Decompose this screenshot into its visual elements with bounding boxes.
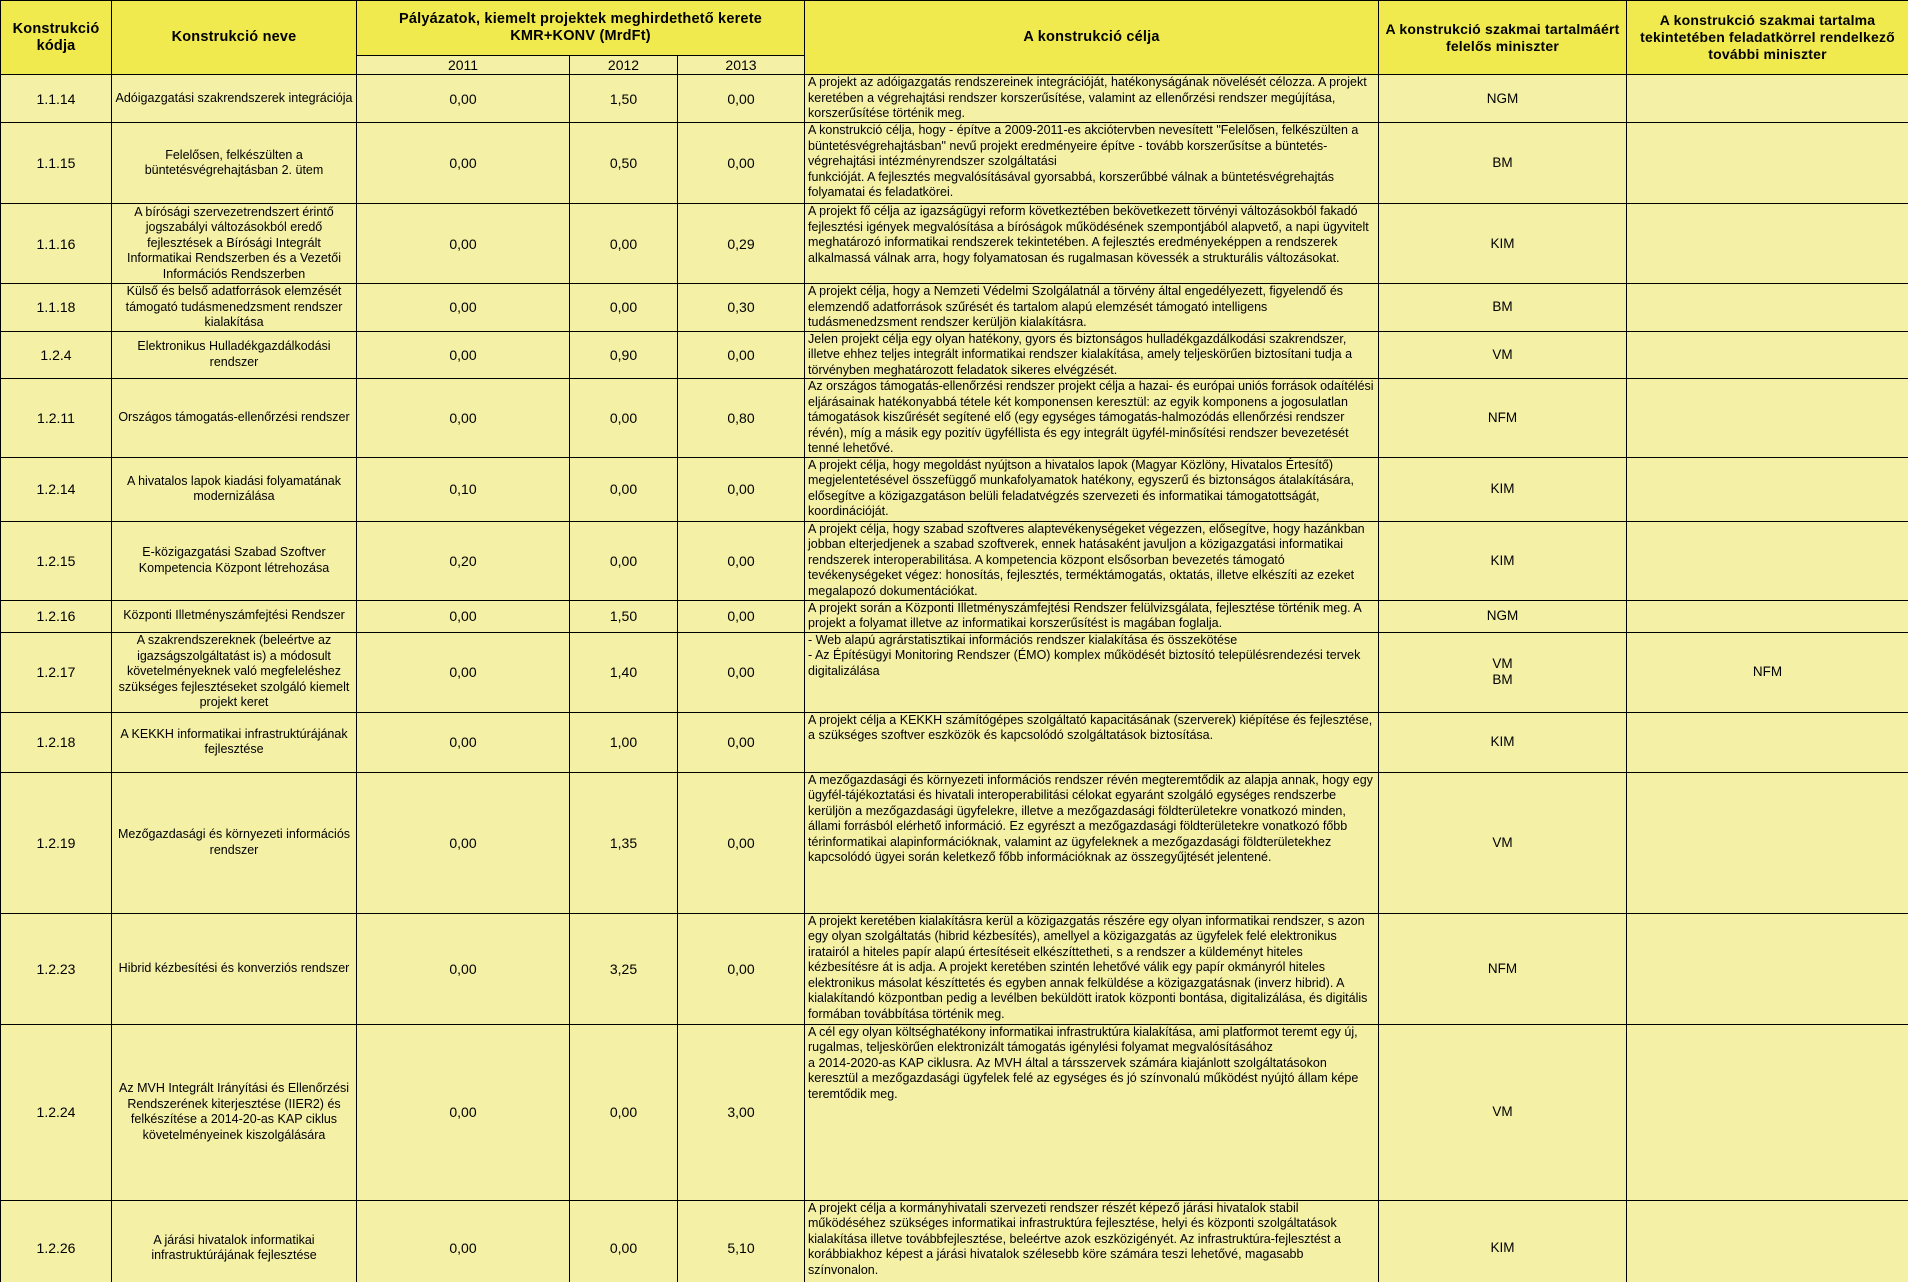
construction-goal-cell-text: A projekt az adóigazgatás rendszereinek integrációját, hatékonyságának növelését célozza. A projekt keretében a végrehajtási rendszer korszerűsítése, valamint az ellenőrzési rendszer megújítása, korszerűsítése történik meg. [808,75,1367,120]
construction-code-cell [1,1024,112,1200]
construction-code-cell [1,712,112,772]
construction-code-cell [1,457,112,521]
construction-goal-cell [805,379,1379,458]
budget-2013-cell-text: 0,00 [727,346,755,363]
budget-2013-cell-text: 0,30 [727,299,755,316]
budget-2012-cell [570,772,678,913]
responsible-minister-cell [1379,521,1627,600]
construction-goal-cell [805,331,1379,379]
construction-name-cell [112,712,357,772]
budget-2011-cell-text: 0,10 [449,481,477,497]
budget-2012-cell-text: 0,00 [609,1240,638,1256]
budget-2012-cell-text: 3,25 [609,960,638,977]
construction-code-cell [1,772,112,913]
header-year-2012: 2012 [570,56,678,75]
construction-name-cell-text: Központi Illetményszámfejtési Rendszer [123,608,345,623]
budget-2011-cell-text: 0,00 [449,90,477,107]
construction-name-cell [112,521,357,600]
budget-2011-cell [357,772,570,913]
construction-code-cell-text: 1.1.15 [36,155,76,171]
budget-2013-cell [678,913,805,1024]
budget-2011-cell [357,379,570,458]
other-minister-cell [1627,712,1908,772]
budget-2013-cell [678,521,805,600]
header-year-2011: 2011 [357,56,570,75]
budget-2012-cell [570,913,678,1024]
budget-2011-cell-text: 0,00 [449,664,477,680]
budget-2011-cell-text: 0,00 [449,608,477,624]
budget-2012-cell [570,75,678,123]
budget-2012-cell [570,284,678,332]
header-responsible-minister: A konstrukció szakmai tartalmáért felelős miniszter [1379,1,1627,75]
budget-2011-cell [357,1024,570,1200]
budget-2013-cell-text: 0,00 [727,481,755,497]
responsible-minister-cell-text: VM [1492,1104,1513,1119]
construction-name-cell-text: Országos támogatás-ellenőrzési rendszer [118,410,350,424]
construction-code-cell-text: 1.2.18 [36,734,76,750]
other-minister-cell [1627,75,1908,123]
other-minister-cell [1627,284,1908,332]
responsible-minister-cell-text: KIM [1490,235,1515,251]
table-row [1,457,1908,521]
responsible-minister-cell [1379,457,1627,521]
budget-2013-cell [678,204,805,284]
construction-name-cell-text: A bírósági szervezetrendszert érintő jogszabályi változásokból eredő fejlesztések a Bírósági Integrált Informatikai Rendszerben és a Vezetői Információs Rendszerben [126,204,341,281]
construction-goal-cell-text: A projekt célja a KEKKH számítógépes szolgáltató kapacitásának (szerverek) kiépítése és fejlesztése, a szükséges szoftver eszközök és kapcsolódó szolgáltatások biztosítása. [808,712,1373,742]
construction-name-cell-text: A KEKKH informatikai infrastruktúrájának fejlesztése [120,726,348,756]
table-row [1,331,1908,379]
other-minister-cell [1627,123,1908,204]
table-row [1,521,1908,600]
budget-2011-cell-text: 0,20 [449,552,477,569]
table-row [1,123,1908,204]
responsible-minister-cell [1379,712,1627,772]
header-goal: A konstrukció célja [805,1,1379,75]
responsible-minister-cell [1379,1024,1627,1200]
other-minister-cell [1627,632,1908,712]
table-row [1,75,1908,123]
budget-2013-cell [678,457,805,521]
budget-2012-cell [570,600,678,632]
budget-2013-cell [678,379,805,458]
budget-2011-cell-text: 0,00 [449,299,477,316]
budget-2012-cell [570,521,678,600]
budget-2011-cell [357,600,570,632]
budget-2012-cell-text: 0,00 [609,235,638,252]
construction-code-cell-text: 1.2.17 [36,664,76,680]
construction-name-cell-text: A járási hivatalok informatikai infrastruktúrájának fejlesztése [151,1232,317,1262]
construction-name-cell [112,1024,357,1200]
construction-code-cell-text: 1.2.24 [36,1104,76,1120]
budget-2011-cell-text: 0,00 [449,734,477,750]
construction-name-cell [112,632,357,712]
header-other-minister: A konstrukció szakmai tartalma tekintetében feladatkörrel rendelkező további miniszter [1627,1,1908,75]
budget-2013-cell [678,712,805,772]
table-row [1,913,1908,1024]
budget-2013-cell-text: 0,00 [727,960,755,977]
construction-goal-cell-text: A projekt célja, hogy a Nemzeti Védelmi Szolgálatnál a törvény által engedélyezett, figyelendő és elemzendő adatforrások szűrését és tartalom alapú elemzését támogató intelligens tudásmenedzsment rendszer kerüljön kialakításra. [808,284,1344,329]
responsible-minister-cell [1379,123,1627,204]
budget-2013-cell-text: 0,00 [727,90,755,107]
table-row [1,1024,1908,1200]
construction-code-cell-text: 1.2.23 [36,960,76,977]
budget-2013-cell [678,123,805,204]
budget-2011-cell [357,457,570,521]
budget-2011-cell [357,1200,570,1282]
construction-code-cell [1,1200,112,1282]
construction-name-cell [112,772,357,913]
responsible-minister-cell-text: NFM [1487,960,1518,976]
budget-2013-cell [678,284,805,332]
responsible-minister-cell-text: KIM [1490,1240,1515,1255]
construction-goal-cell [805,1200,1379,1282]
budget-2013-cell-text: 0,00 [727,734,755,750]
responsible-minister-cell [1379,331,1627,379]
table-row [1,379,1908,458]
budget-2011-cell [357,521,570,600]
construction-goal-cell [805,204,1379,284]
responsible-minister-cell-text: KIM [1490,481,1515,496]
budget-2012-cell [570,331,678,379]
budget-2012-cell-text: 0,00 [609,481,638,497]
budget-2012-cell [570,457,678,521]
construction-code-cell [1,75,112,123]
responsible-minister-cell-text: VM BM [1492,656,1513,687]
header-code: Konstrukció kódja [1,1,112,75]
budget-2012-cell-text: 0,00 [609,1104,638,1120]
budget-2013-cell-text: 0,00 [727,608,755,624]
budget-2012-cell-text: 0,00 [609,299,638,316]
budget-2011-cell [357,204,570,284]
budget-2011-cell [357,123,570,204]
budget-2013-cell-text: 0,80 [727,409,755,426]
construction-code-cell-text: 1.1.16 [36,235,76,252]
construction-name-cell [112,913,357,1024]
construction-code-cell [1,632,112,712]
construction-goal-cell [805,632,1379,712]
construction-name-cell-text: A szakrendszereknek (beleértve az igazságszolgáltatást is) a módosult követelményeknek való megfeleléshez szükséges fejlesztéseket szolgáló kiemelt projekt keret [118,633,350,710]
table-row [1,712,1908,772]
construction-code-cell [1,204,112,284]
header-year-2013: 2013 [678,56,805,75]
construction-name-cell-text: A hivatalos lapok kiadási folyamatának modernizálása [126,473,341,503]
responsible-minister-cell-text: BM [1492,299,1513,315]
budget-2012-cell [570,379,678,458]
budget-2011-cell [357,284,570,332]
construction-code-cell-text: 1.2.26 [36,1240,76,1256]
table-row [1,284,1908,332]
responsible-minister-cell [1379,204,1627,284]
construction-goal-cell-text: A konstrukció célja, hogy - építve a 2009-2011-es akciótervben nevesített "Felelősen, felkészülten a büntetésvégrehajtásban" nevű projekt eredményeire építve - tovább korszerűsítse a büntetés-végrehajtási intézményrendszer szolgáltatási funkcióját. A fejlesztés megvalósításával gyorsabbá, korszerűbbé válnak a büntetésvégrehajtás folyamatai és feladatkörei. [808,123,1359,199]
header-name: Konstrukció neve [112,1,357,75]
responsible-minister-cell [1379,632,1627,712]
responsible-minister-cell-text: NGM [1486,608,1519,623]
responsible-minister-cell [1379,75,1627,123]
budget-2012-cell-text: 1,50 [609,608,638,624]
construction-name-cell-text: Hibrid kézbesítési és konverziós rendszer [118,960,350,975]
construction-name-cell [112,284,357,332]
construction-code-cell-text: 1.1.18 [36,299,76,316]
budget-2011-cell-text: 0,00 [449,1104,477,1120]
construction-code-cell-text: 1.1.14 [36,90,76,107]
budget-2013-cell [678,632,805,712]
construction-goal-cell-text: A projekt célja, hogy szabad szoftveres alaptevékenységeket végezzen, elősegítve, hogy hazánkban jobban elterjedjenek a szabad szoftverek, ennek hatásaként javuljon a közigazgatási informatikai rendszerek interoperabilitása. A kompetencia központ elsősorban bevezetés támogató tevékenységeket végez: honosítás, fejlesztés, terméktámogatás, oktatás, illetve elkészíti az ezeket megalapozó dokumentációkat. [808,521,1365,598]
construction-name-cell [112,75,357,123]
construction-goal-cell-text: A mezőgazdasági és környezeti információs rendszer révén megteremtődik az alapja annak, hogy egy ügyfél-tájékoztatási és hivatali interoperabilitási célokat egyaránt szolgáló egységes rendszerbe kerüljön a mezőgazdasági ügyfelekre, illetve a mezőgazdasági földterületekre vonatkozó minden, állami forrásból elérhető információ. Ez egyrészt a mezőgazdasági földterületekre vonatkozó főbb térinformatikai alapinformációknak, valamint az ügyfeleknek a mezőgazdasági földterületekhez kapcsolódó ügyei során keletkező főbb információknak az összegyűjtését jelentené. [808,772,1373,864]
budget-2011-cell-text: 0,00 [449,346,477,363]
other-minister-cell [1627,379,1908,458]
table-row [1,1200,1908,1282]
construction-goal-cell [805,284,1379,332]
construction-code-cell [1,284,112,332]
construction-code-cell [1,331,112,379]
construction-name-cell [112,331,357,379]
table-row [1,632,1908,712]
construction-code-cell-text: 1.2.16 [36,608,76,624]
responsible-minister-cell [1379,772,1627,913]
budget-2012-cell-text: 1,50 [609,90,638,107]
budget-2013-cell [678,75,805,123]
budget-2011-cell-text: 0,00 [449,409,477,426]
construction-name-cell [112,457,357,521]
responsible-minister-cell [1379,1200,1627,1282]
construction-goal-cell-text: A projekt célja, hogy megoldást nyújtson a hivatalos lapok (Magyar Közlöny, Hivatalos Értesítő) megjelentetésével összefüggő munkafolyamatok hatékony, egyszerű és biztonságos átalakítására, elősegítve a közigazgatáson belüli feladatvégzés szervezeti és informatikai támogatottságát, koordinációját. [808,457,1354,518]
budget-2013-cell-text: 3,00 [727,1104,755,1120]
responsible-minister-cell-text: KIM [1490,734,1515,749]
construction-code-cell [1,379,112,458]
construction-goal-cell [805,123,1379,204]
other-minister-cell [1627,331,1908,379]
budget-2012-cell-text: 0,90 [609,346,638,363]
table-row [1,600,1908,632]
responsible-minister-cell-text: VM [1492,834,1513,850]
construction-code-cell-text: 1.2.4 [40,346,72,363]
budget-2012-cell-text: 0,00 [609,409,638,426]
budget-2012-cell [570,123,678,204]
construction-goal-cell [805,913,1379,1024]
budget-2011-cell [357,913,570,1024]
other-minister-cell [1627,1024,1908,1200]
construction-name-cell [112,1200,357,1282]
budget-2012-cell-text: 0,00 [609,552,638,569]
construction-goal-cell [805,75,1379,123]
budget-2013-cell [678,331,805,379]
construction-goal-cell-text: A projekt keretében kialakításra kerül a közigazgatás részére egy olyan informatikai rendszer, s azon egy olyan szolgáltatás (hibrid kézbesítés), amellyel a közigazgatás az ügyfelek felé elektronikus iratairól a hiteles papír alapú értesítéseit elkészíttetheti, s a rendszer a küldeményt hiteles kézbesítésre át is adja. A projekt keretében szintén lehetővé válik egy papír okmányról hiteles elektronikus másolat készíttetés és egyben annak felküldése a közigazgatásnak (inverz hibrid). A kialakítandó központban pedig a levélben beküldött iratok központi bontása, digitalizálása, és digitális formában továbbítása történik meg. [808,913,1368,1021]
construction-code-cell [1,521,112,600]
budget-2011-cell-text: 0,00 [449,235,477,252]
construction-code-cell [1,600,112,632]
budget-2013-cell-text: 0,00 [727,552,755,569]
construction-code-cell-text: 1.2.14 [36,481,76,497]
other-minister-cell [1627,772,1908,913]
construction-code-cell [1,913,112,1024]
budget-2012-cell-text: 1,40 [609,664,638,680]
construction-name-cell [112,123,357,204]
construction-name-cell-text: Felelősen, felkészülten a büntetésvégrehajtásban 2. ütem [144,147,324,177]
header-budget: Pályázatok, kiemelt projektek meghirdethető kerete KMR+KONV (MrdFt) [357,1,805,56]
other-minister-cell [1627,204,1908,284]
responsible-minister-cell [1379,913,1627,1024]
budget-2012-cell-text: 1,00 [609,734,638,750]
construction-code-cell-text: 1.2.11 [37,409,75,426]
budget-2013-cell [678,1200,805,1282]
construction-goal-cell-text: - Web alapú agrárstatisztikai információs rendszer kialakítása és összekötése - Az Építésügyi Monitoring Rendszer (ÉMO) komplex működését biztosító településrendezési tervek digitalizálása [808,632,1361,678]
table-row [1,772,1908,913]
budget-2011-cell [357,712,570,772]
responsible-minister-cell-text: NGM [1486,90,1519,106]
budget-2012-cell [570,204,678,284]
budget-2011-cell-text: 0,00 [449,960,477,977]
construction-goal-cell-text: A projekt során a Központi Illetményszámfejtési Rendszer felülvizsgálata, fejlesztése történik meg. A projekt a folyamat illetve az informatikai korszerűsítést is magában foglalja. [808,600,1362,630]
other-minister-cell [1627,521,1908,600]
table-body [1,75,1908,1282]
construction-name-cell-text: Mezőgazdasági és környezeti információs rendszer [117,827,351,857]
budget-2011-cell [357,75,570,123]
construction-name-cell-text: Elektronikus Hulladékgazdálkodási rendszer [137,339,331,369]
responsible-minister-cell-text: VM [1492,346,1513,362]
budget-2012-cell [570,712,678,772]
budget-2012-cell [570,1024,678,1200]
budget-2011-cell-text: 0,00 [449,834,477,851]
budget-2012-cell [570,632,678,712]
construction-goal-cell-text: A cél egy olyan költséghatékony informatikai infrastruktúra kialakítása, ami platformot teremt egy új, rugalmas, teljeskörűen elektronizált támogatás igénylési folyamat megvalósításához a 2014-2020-as KAP ciklusra. Az MVH által a társszervek számára kiajánlott szolgáltatásokon keresztül a mezőgazdasági ügyfelek felé az egységes és jó színvonalú működést nyújtó állam képe teremtődik meg. [808,1024,1359,1101]
other-minister-cell [1627,600,1908,632]
budget-2011-cell-text: 0,00 [449,155,477,171]
other-minister-cell [1627,457,1908,521]
construction-name-cell-text: Adóigazgatási szakrendszerek integrációja [115,90,353,105]
budget-2013-cell-text: 5,10 [727,1240,755,1256]
responsible-minister-cell [1379,284,1627,332]
budget-2012-cell-text: 0,50 [609,155,638,171]
construction-goal-cell-text: Az országos támogatás-ellenőrzési rendszer projekt célja a hazai- és európai uniós források odaítélési eljárásainak hatékonyabbá tétele két komponensen keresztül: az egyik komponens a jogosulatlan támogatások kiszűrését segítené elő (egy egységes támogatás-halmozódás ellenőrzési rendszer révén), míg a másik egy pozitív ügyféllista és egy integrált ügyfél-minősítési rendszer bevezetését tenné lehetővé. [808,379,1374,455]
budget-2011-cell [357,632,570,712]
construction-code-cell-text: 1.2.15 [36,552,76,569]
responsible-minister-cell-text: NFM [1487,409,1518,425]
budget-2013-cell-text: 0,00 [727,664,755,680]
construction-name-cell-text: Az MVH Integrált Irányítási és Ellenőrzési Rendszerének kiterjesztése (IIER2) és felkészítése a 2014-20-as KAP ciklus követelményeinek kiszolgálására [119,1081,349,1142]
construction-goal-cell-text: Jelen projekt célja egy olyan hatékony, gyors és biztonságos hulladékgazdálkodási szakrendszer, illetve ehhez teljes integrált informatikai rendszer kialakítása, amely teljeskörűen biztosítani tudja a törvényben meghatározott feladatok sikeres elvégzését. [808,331,1353,377]
budget-2013-cell-text: 0,00 [727,834,755,851]
construction-code-cell [1,123,112,204]
construction-goal-cell-text: A projekt fő célja az igazságügyi reform következtében bekövetkezett törvényi változásokból fakadó fejlesztési igények megvalósítása a bíróságok működésének szempontjából alapvető, a napi ügyvitelt meghatározó informatikai rendszerek tekintetében. A fejlesztés eredményeképpen a rendszerek alkalmassá válnak arra, hogy folyamatosan és rugalmasan kövessék a strukturális változásokat. [808,204,1369,265]
budget-2011-cell-text: 0,00 [449,1240,477,1256]
budget-2013-cell [678,600,805,632]
budget-2013-cell-text: 0,00 [727,155,755,171]
budget-2012-cell-text: 1,35 [609,834,638,851]
construction-goal-cell [805,1024,1379,1200]
other-minister-cell [1627,1200,1908,1282]
budget-2013-cell [678,1024,805,1200]
other-minister-cell-text: NFM [1752,664,1783,679]
construction-code-cell-text: 1.2.19 [36,834,76,851]
budget-2011-cell [357,331,570,379]
construction-name-cell-text: Külső és belső adatforrások elemzését támogató tudásmenedzsment rendszer kialakítása [125,284,343,329]
construction-name-cell [112,379,357,458]
construction-goal-cell [805,600,1379,632]
construction-name-cell [112,600,357,632]
table-row [1,204,1908,284]
header-row [1,1,1908,56]
budget-2013-cell [678,772,805,913]
budget-2012-cell [570,1200,678,1282]
construction-goal-cell-text: A projekt célja a kormányhivatali szervezeti rendszer részét képező járási hivatalok stabil működéséhez szükséges informatikai infrastruktúra fejlesztése, helyi és központi szolgáltatások kialakítása illetve továbbfejlesztése, beleértve azok eszközigényét. Az infrastruktúra-fejlesztést a korábbiakhoz képest a járási hivatalok szélesebb köre számára teszi lehetővé, magasabb színvonalon. [808,1200,1341,1277]
construction-goal-cell [805,521,1379,600]
responsible-minister-cell [1379,379,1627,458]
responsible-minister-cell [1379,600,1627,632]
construction-name-cell-text: E-közigazgatási Szabad Szoftver Kompetencia Központ létrehozása [138,545,330,575]
responsible-minister-cell-text: BM [1492,155,1513,170]
budget-2013-cell-text: 0,29 [727,235,755,252]
construction-goal-cell [805,457,1379,521]
responsible-minister-cell-text: KIM [1490,552,1515,568]
construction-name-cell [112,204,357,284]
other-minister-cell [1627,913,1908,1024]
construction-goal-cell [805,712,1379,772]
construction-goal-cell [805,772,1379,913]
